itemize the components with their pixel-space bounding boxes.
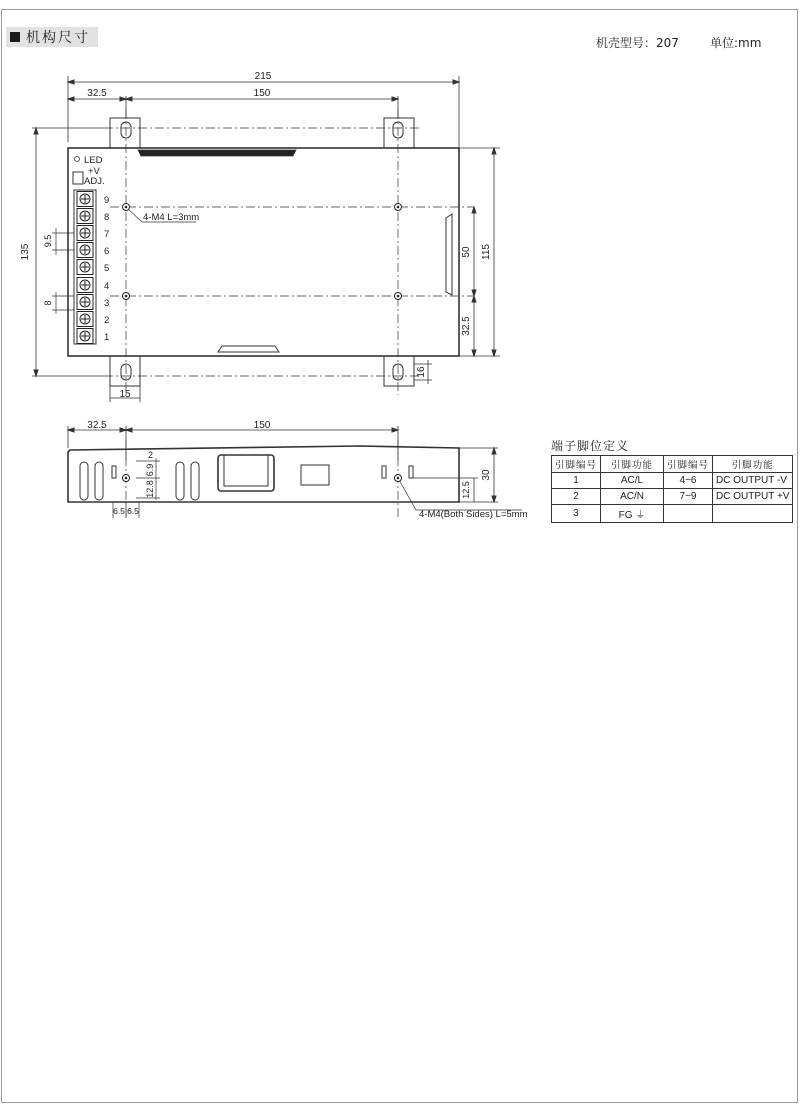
mount-hole	[123, 204, 130, 211]
led-label: LED	[84, 155, 103, 166]
terminal-9	[77, 192, 93, 207]
table-cell	[664, 505, 713, 523]
table-cell: DC OUTPUT -V	[713, 473, 793, 489]
terminal-4	[77, 278, 93, 293]
terminal-7	[77, 226, 93, 241]
terminal-number: 2	[104, 315, 110, 326]
terminal-number: 4	[104, 281, 110, 292]
column-header: 引脚功能	[601, 456, 664, 473]
table-cell: 4~6	[664, 473, 713, 489]
dim-hole-offset-bottom: 32.5	[461, 316, 472, 336]
terminal-numbers	[104, 195, 109, 343]
case-model-label: 机壳型号：207	[596, 36, 679, 50]
table-cell: 1	[552, 473, 601, 489]
table-cell	[713, 505, 793, 523]
plus-v-label: +V	[88, 166, 100, 177]
terminal-5	[77, 260, 93, 275]
side-dim-body-height: 30	[481, 469, 492, 481]
table-row	[552, 473, 793, 489]
mount-hole	[123, 293, 130, 300]
terminal-number: 8	[104, 212, 110, 223]
side-dim-hole-offset-bottom: 12.5	[461, 481, 471, 499]
terminal-block	[77, 192, 93, 344]
terminal-8	[77, 209, 93, 224]
terminal-number: 5	[104, 263, 110, 274]
terminal-number: 3	[104, 298, 110, 309]
dim-terminal-width: 8	[43, 300, 53, 306]
dim-hole-spacing-x: 150	[253, 88, 271, 99]
adj-label: ADJ.	[84, 176, 105, 187]
column-header: 引脚编号	[552, 456, 601, 473]
table-cell: AC/N	[601, 489, 664, 505]
terminal-number: 9	[104, 195, 110, 206]
dim-bracket-hole-height: 16	[416, 366, 427, 378]
dim-bracket-height: 135	[20, 243, 31, 261]
side-dim-hole-spacing-x: 150	[253, 420, 271, 431]
side-mount-hole	[395, 475, 402, 482]
top-view	[32, 76, 500, 402]
mount-hole	[395, 204, 402, 211]
side-dim-hole-height: 12.8	[145, 480, 155, 498]
table-cell: AC/L	[601, 473, 664, 489]
dim-terminal-pitch: 9.5	[43, 234, 53, 248]
side-dim-offset-left: 32.5	[87, 420, 107, 431]
mount-hole-note: 4-M4 L=3mm	[143, 212, 200, 223]
side-dim-small-gap: 2	[148, 450, 154, 460]
terminal-number: 1	[104, 332, 110, 343]
side-dim-slot-width-a: 6.5	[113, 506, 125, 516]
side-mount-hole	[123, 475, 130, 482]
terminal-3	[77, 295, 93, 310]
terminal-1	[77, 329, 93, 344]
section-title: 机构尺寸	[26, 30, 90, 46]
side-mount-hole-note: 4-M4(Both Sides) L=5mm	[419, 509, 528, 520]
table-row	[552, 489, 793, 505]
dim-bracket-hole-width: 15	[119, 389, 131, 400]
unit-label: 单位:mm	[710, 36, 762, 50]
side-dim-slot-height: 6.9	[145, 463, 155, 477]
table-cell: DC OUTPUT +V	[713, 489, 793, 505]
terminal-6	[77, 243, 93, 258]
dim-overall-length: 215	[254, 71, 272, 82]
side-dim-slot-width-b: 6.5	[127, 506, 139, 516]
pin-definition-table	[551, 455, 793, 523]
table-cell: 7~9	[664, 489, 713, 505]
table-cell: 3	[552, 505, 601, 523]
terminal-2	[77, 312, 93, 327]
column-header: 引脚功能	[713, 456, 793, 473]
dim-hole-spacing-y: 50	[461, 246, 472, 258]
table-cell: FG ⏚	[601, 505, 664, 523]
column-header: 引脚编号	[664, 456, 713, 473]
terminal-number: 6	[104, 246, 110, 257]
dim-offset-left: 32.5	[87, 88, 107, 99]
dim-body-height: 115	[481, 244, 492, 260]
mount-hole	[395, 293, 402, 300]
table-row	[552, 505, 793, 523]
pin-table-title: 端子脚位定义	[551, 439, 630, 453]
terminal-number: 7	[104, 229, 110, 240]
table-header-row	[552, 456, 793, 473]
table-cell: 2	[552, 489, 601, 505]
